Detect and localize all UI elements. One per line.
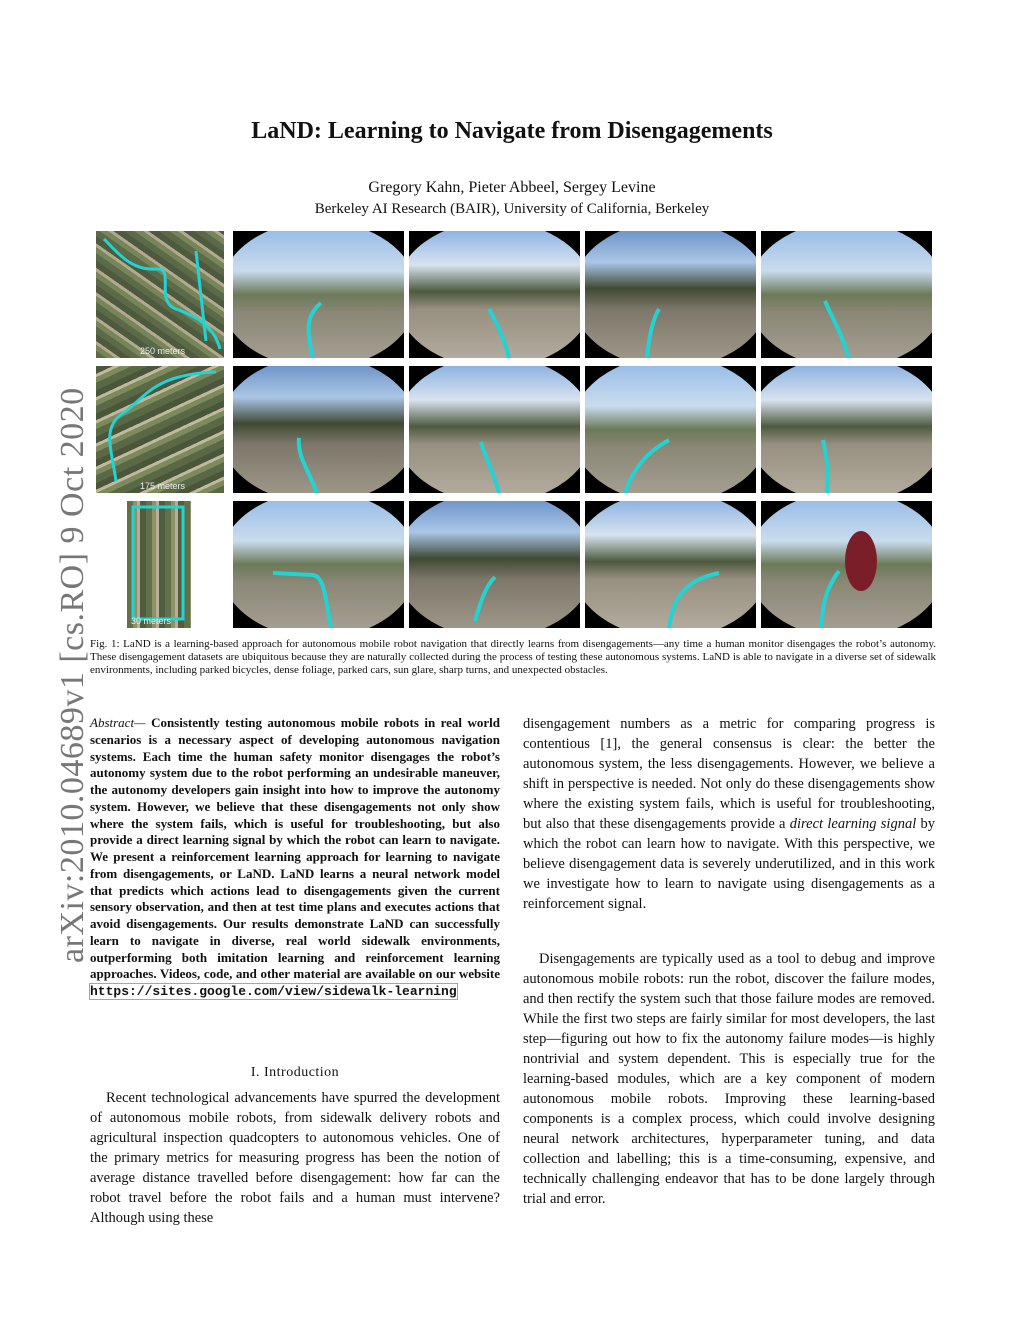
abstract	[90, 715, 500, 1001]
arxiv-stamp-text: arXiv:2010.04689v1 [cs.RO] 9 Oct 2020	[54, 387, 91, 963]
route-path-2	[96, 366, 224, 493]
robot-view-2-4	[761, 366, 932, 493]
right-paragraph-1-pre: disengagement numbers as a metric for comparing progress is contentious [1], the general consensus is clear: the better the autonomous system, the less disengagements. However, we believe a shift in perspective is needed. Not only do these disengagements show where the existing system fails, which is useful for troubleshooting, but also that these disengagements provide a	[523, 716, 935, 832]
right-paragraph-2: Disengagements are typically used as a tool to debug and improve autonomous mobile robots: run the robot, discover the failure modes, and then rectify the system such that those failure modes are removed. While the first two steps are fairly similar for most developers, the last step—figuring out how to fix the autonomy failure modes—is highly nontrivial and system dependent. This is especially true for the learning-based modules, which are a key component of modern autonomous mobile robots. Improving these learning-based components is a complex process, which could involve designing neural network architectures, hyperparameter tuning, and data collection and labelling; this is a time-consuming, expensive, and technically challenging endeavor that has to be done largely through trial and error.	[523, 951, 935, 1207]
abstract-body: Consistently testing autonomous mobile robots in real world scenarios is a necessary aspect of developing autonomous navigation systems. Each time the human safety monitor disengages the robot’s autonomy system due to the robot performing an undesirable maneuver, the autonomy developers gain insight into how to improve the autonomy system. However, we believe that these disengagements not only show where the system fails, which is useful for troubleshooting, but also provide a direct learning signal by which the robot can learn to navigate. We present a reinforcement learning approach for learning to navigate from disengagements, or LaND. LaND learns a neural network model that predicts which actions lead to disengagements given the current sensory observation, and then at test time plans and executes actions that avoid disengagements. Our results demonstrate LaND can successfully learn to navigate in diverse, real world sidewalk environments, outperforming both imitation learning and reinforcement learning approaches. Videos, code, and other material are available on our website	[90, 715, 500, 982]
robot-view-1-1	[233, 231, 404, 358]
map-scale-3: 30 meters	[131, 616, 172, 626]
route-map-2	[96, 366, 224, 493]
section-heading-introduction: I. Introduction	[250, 1065, 340, 1080]
robot-view-2-2	[409, 366, 580, 493]
route-path-3	[127, 501, 191, 628]
robot-view-3-2	[409, 501, 580, 628]
right-paragraph-1-post: by which the robot can learn how to navigate. With this perspective, we believe disengagement data is severely underutilized, and in this work we investigate how to learn to navigate using disengagements as a reinforcement signal.	[523, 816, 936, 912]
right-paragraph-1-emph: direct learning signal	[789, 816, 917, 832]
robot-view-2-3	[585, 366, 756, 493]
intro-paragraph: Recent technological advancements have spurred the development of autonomous mobile robots, from sidewalk delivery robots and agricultural inspection quadcopters to autonomous vehicles. One of the primary metrics for measuring progress has been the notion of average distance travelled before disengagement: how far can the robot travel before the robot fails and a human must intervene? Although using these	[90, 1090, 500, 1226]
abstract-lead: Abstract—	[90, 715, 146, 730]
right-paragraph-1	[523, 714, 935, 914]
paper-title: LaND: Learning to Navigate from Disengagements	[251, 118, 773, 144]
robot-view-3-3	[585, 501, 756, 628]
route-map-3	[127, 501, 191, 628]
route-map-1	[96, 231, 224, 358]
robot-view-1-4	[761, 231, 932, 358]
figure-1-grid	[93, 231, 933, 629]
map-scale-1: 250 meters	[140, 346, 186, 356]
robot-view-1-2	[409, 231, 580, 358]
paper-affiliation: Berkeley AI Research (BAIR), University of California, Berkeley	[314, 201, 710, 217]
website-link[interactable]: https://sites.google.com/view/sidewalk-learning	[90, 984, 457, 999]
route-path-1	[96, 231, 224, 358]
figure-caption: Fig. 1: LaND is a learning-based approach for autonomous mobile robot navigation that directly learns from disengagements—any time a human monitor disengages the robot’s autonomy. These disengagement datasets are ubiquitous because they are naturally collected during the process of testing these autonomous systems. LaND is able to navigate in a diverse set of sidewalk environments, including parked bicycles, dense foliage, parked cars, sun glare, sharp turns, and unexpected obstacles.	[90, 638, 936, 677]
robot-view-3-4	[761, 501, 932, 628]
map-scale-2: 175 meters	[140, 481, 186, 491]
robot-view-1-3	[585, 231, 756, 358]
robot-view-3-1	[233, 501, 404, 628]
paper-authors: Gregory Kahn, Pieter Abbeel, Sergey Levine	[368, 179, 656, 196]
robot-view-2-1	[233, 366, 404, 493]
arxiv-stamp	[14, 365, 91, 965]
